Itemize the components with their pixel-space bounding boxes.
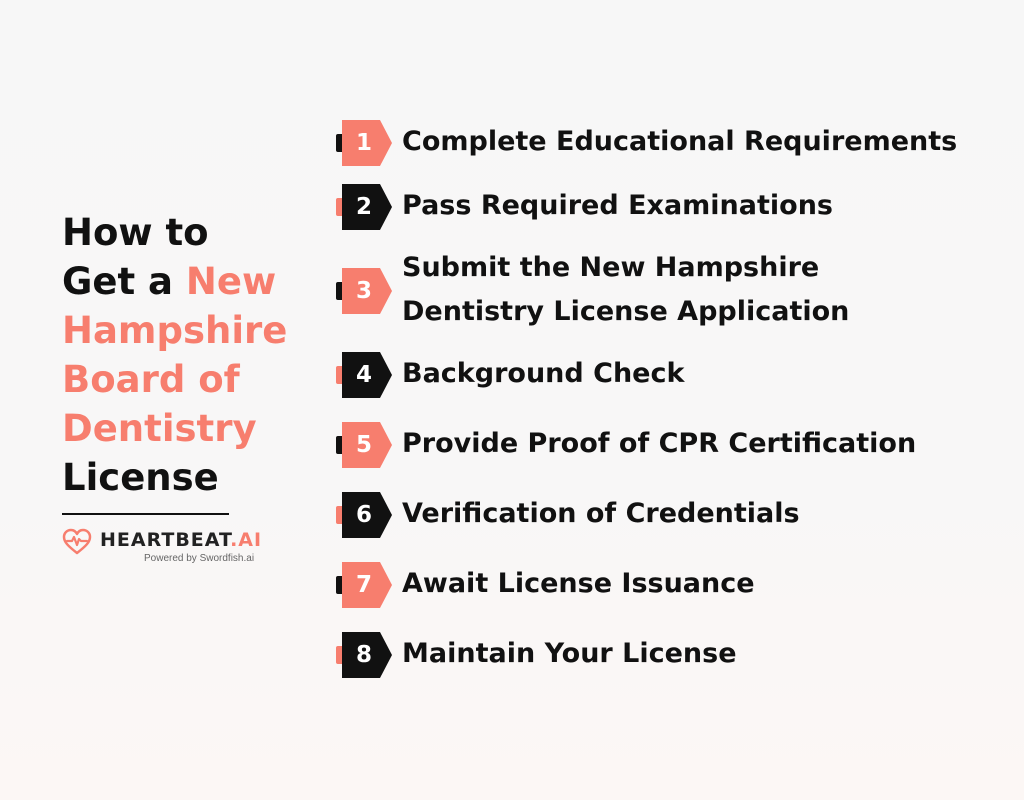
logo-name: HEARTBEAT xyxy=(100,529,231,551)
heart-pulse-icon xyxy=(62,528,92,556)
step-number: 8 xyxy=(355,642,372,668)
step-badge xyxy=(336,422,396,468)
title-line-6: License xyxy=(62,456,219,499)
title-line-2-accent: New xyxy=(185,260,277,303)
step-badge xyxy=(336,352,396,398)
step-label: Pass Required Examinations xyxy=(402,190,833,221)
step-number: 5 xyxy=(355,432,372,458)
step-badge xyxy=(336,562,396,608)
title-line-4: Board of xyxy=(62,358,240,401)
step-label: Background Check xyxy=(402,358,685,389)
title-line-3: Hampshire xyxy=(62,309,288,352)
step-number: 1 xyxy=(355,130,372,156)
step-number: 4 xyxy=(355,362,372,388)
logo-wordmark xyxy=(100,529,262,551)
title-divider xyxy=(62,513,229,515)
step-badge xyxy=(336,120,396,166)
step-label-line-2: Dentistry License Application xyxy=(402,296,850,327)
step-label: Maintain Your License xyxy=(402,638,737,669)
step-label: Complete Educational Requirements xyxy=(402,126,958,157)
step-badge xyxy=(336,184,396,230)
title-block xyxy=(62,208,312,502)
step-label: Await License Issuance xyxy=(402,568,755,599)
title-line-1: How to xyxy=(62,211,209,254)
step-label-line-1: Submit the New Hampshire xyxy=(402,252,820,283)
step-number: 7 xyxy=(355,572,372,598)
title-line-2 xyxy=(62,257,312,306)
step-label: Verification of Credentials xyxy=(402,498,800,529)
page-title xyxy=(62,208,312,502)
step-badge xyxy=(336,268,396,314)
step-badge xyxy=(336,632,396,678)
logo-suffix: .AI xyxy=(230,529,263,551)
heartbeat-logo xyxy=(62,526,262,570)
step-number: 2 xyxy=(355,194,372,220)
step-badge xyxy=(336,492,396,538)
step-number: 6 xyxy=(355,502,372,528)
step-label: Provide Proof of CPR Certification xyxy=(402,428,917,459)
title-line-2-plain: Get a xyxy=(62,260,186,303)
step-number: 3 xyxy=(355,278,372,304)
logo-tagline: Powered by Swordfish.ai xyxy=(144,553,255,564)
title-line-5: Dentistry xyxy=(62,407,257,450)
